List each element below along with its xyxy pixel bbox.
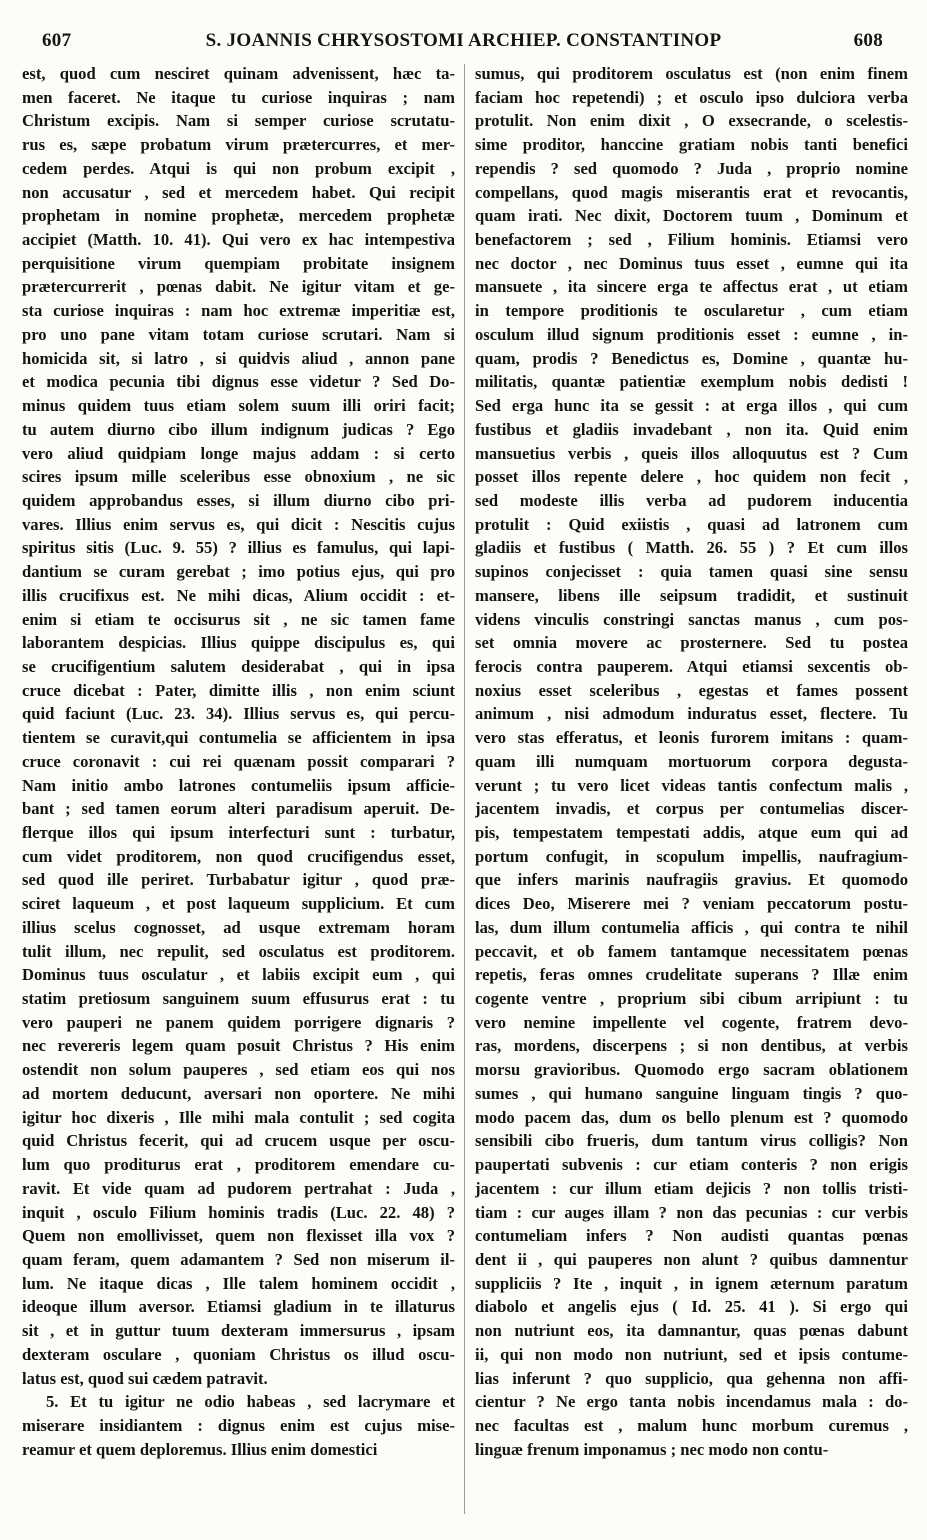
right-column-text-line: ras, mordens, discerpens ; si non dentibus, at verbis <box>475 1036 908 1056</box>
left-column-text-line: cum videt proditorem, non quod crucifigendus esset, <box>22 846 455 866</box>
right-column-text-line: quam illi numquam mortuorum corpora degusta- <box>475 751 908 771</box>
left-column-text-line: tulit illum, nec repulit, sed osculatus est proditorem. <box>22 941 455 961</box>
right-column-text-line: mansere, libens ille seipsum tradidit, et sustinuit <box>475 585 908 605</box>
left-column-text-line: ravit. Et vide quam ad pudorem pertrahat : Juda , <box>22 1178 455 1198</box>
left-column-text-line: enim si etiam te occisurus sit , ne sic tamen fame <box>22 609 455 629</box>
right-column-text-line: vero stas efferatus, et leonis furorem imitans : quam- <box>475 728 908 748</box>
left-column-text-line: statim pretiosum sanguinem suum effusurus erat : tu <box>22 989 455 1009</box>
left-column-text-line: illius scelus cognosset, ad usque extremam horam <box>22 917 455 937</box>
right-column-text-line: sumus, qui proditorem osculatus est (non enim finem <box>475 64 908 83</box>
page-number-left: 607 <box>42 30 72 51</box>
running-header <box>30 30 897 58</box>
left-column-text-line: accipiet (Matth. 10. 41). Qui vero ex hac intempestiva <box>22 230 455 250</box>
right-column-text-line: supinos conjecisset : quia tamen quasi sine sensu <box>475 562 908 582</box>
right-column-text-line: sime proditor, hanccine gratiam nobis tanti benefici <box>475 135 908 155</box>
left-column-text-line: quid Christus fecerit, qui ad crucem usque per oscu- <box>22 1131 455 1151</box>
left-column-text-line: scires ipsum mille sceleribus esse obnoxium , ne sic <box>22 467 455 487</box>
right-column-text-line: dent ii , qui pauperes non alunt ? quibus damnentur <box>475 1249 908 1269</box>
right-column-text-line: linguæ frenum imponamus ; nec modo non contu- <box>475 1439 829 1459</box>
right-column-text-line: Sed erga hunc ita se gessit : at erga illos , qui cum <box>475 396 908 416</box>
right-column-text-line: peccavit, et ob famem tantamque necessitatem pœnas <box>475 941 908 961</box>
right-column-text-line: tiam : cur auges illam ? non das pecunias : cur verbis <box>475 1202 908 1222</box>
right-column-text-line: vero nemine impellente vel cogente, fratrem devo- <box>475 1012 908 1032</box>
running-title: S. JOANNIS CHRYSOSTOMI ARCHIEP. CONSTANTINOP <box>205 30 722 51</box>
left-column-text-line: homicida sit, si latro , si quidvis aliud , annon pane <box>22 348 455 368</box>
left-column-text-line: latus est, quod sui cædem patravit. <box>22 1368 268 1388</box>
left-column-text-line: dexteram osculare , quoniam Christus os illud oscu- <box>22 1344 455 1364</box>
left-column-text-line: non accusatur , sed et mercedem habet. Qui recipit <box>22 182 455 202</box>
left-column-text-line: igitur hoc dixeris , Ille mihi mala contulit ; sed cogita <box>22 1107 455 1127</box>
right-column-text-line: sumes , qui humano sanguine linguam tingis ? quo- <box>475 1083 908 1103</box>
right-column-text-line: noxius esset sceleribus , egestas et fames possent <box>475 680 908 700</box>
left-column-text-line: bant ; sed tamen eorum alteri paradisum aperuit. De- <box>22 799 455 819</box>
left-column-text-line: prophetam in nomine prophetæ, mercedem prophetæ <box>22 206 455 226</box>
left-column-text-line: men faceret. Ne itaque tu curiose inquiras ; nam <box>22 87 455 107</box>
left-column-text-line: flетque illos qui ipsum interfecturi sunt : turbatur, <box>22 823 455 842</box>
page-number-right: 608 <box>853 30 883 51</box>
left-column-text-line: sit , et in guttur tuum dexteram immersurus , ipsam <box>22 1321 455 1341</box>
right-column-text-line: modo pacem das, dum os bello plenum est ? quomodo <box>475 1107 908 1127</box>
left-column-text-line: tu autem diurno cibo illum indignum judicas ? Ego <box>22 419 455 439</box>
right-column-text-line: in tempore proditionis te oscularetur , cum etiam <box>475 301 908 321</box>
right-column-text-line: compellans, quod magis miserantis erat et revocantis, <box>475 182 908 202</box>
left-column-text-line: tientem se curavit,qui contumelia se afficientem in ipsa <box>22 728 455 748</box>
left-column <box>22 62 455 1461</box>
right-column-text-line: mansuetius verbis , queis illos alloquutus est ? Cum <box>475 443 908 463</box>
left-column-text-line: rus es, sæpe probatum virum prætercurres, et mer- <box>22 135 455 155</box>
left-column-text-line: pro uno pane vitam totam curiose scrutari. Nam si <box>22 324 455 344</box>
right-column-text-line: jacentem invadis, et corpus per contumelias discer- <box>475 799 908 819</box>
right-column-text-line: fustibus et gladiis invadebant , non ita. Quid enim <box>475 419 908 439</box>
right-column-text-line: videns vinculis constringi sanctas manus , cum pos- <box>475 609 908 629</box>
right-column-text-line: lias inferunt ? quo supplicio, qua gehenna non affi- <box>475 1368 908 1388</box>
right-column-text-line: ii, qui non modo non nutriunt, sed et ipsis contume- <box>475 1344 908 1364</box>
left-column-text-line: quam feram, quem adamantem ? Sed non miserum il- <box>22 1249 455 1269</box>
right-column <box>475 62 908 1461</box>
left-column-text-line: laborantem despicias. Illius quippe discipulus es, qui <box>22 633 455 653</box>
left-column-text-line: perquisitione virum quempiam probitate insignem <box>22 253 455 273</box>
right-column-text-line: verunt ; tu vero licet videas tantis confectum malis , <box>475 775 908 795</box>
left-column-text-line: miserare insidiantem : dignus enim est cujus mise- <box>22 1415 455 1435</box>
right-column-text-line: animum , nisi admodum induratus esset, flectere. Tu <box>475 704 908 724</box>
right-column-text-line: nec doctor , nec Dominus tuus esset , eumne qui ita <box>475 253 908 273</box>
right-column-text-line: pis, tempestatem tempestati addis, atque eum qui ad <box>475 823 908 842</box>
right-column-text-line: quam, prodis ? Benedictus es, Domine , quantæ hu- <box>475 348 908 368</box>
right-column-text-line: nec facultas est , malum hunc morbum curemus , <box>475 1415 908 1435</box>
right-column-text-line: portum confugit, in scopulum impellis, naufragium- <box>475 846 908 866</box>
left-column-text-line: ostendit non solum pauperes , sed etiam eos qui nos <box>22 1060 455 1080</box>
right-column-text-line: suppliciis ? Ite , inquit , in ignem æternum paratum <box>475 1273 908 1293</box>
right-column-text-line: sensibili cibo frueris, dum tantum virus colligis? Non <box>475 1131 908 1151</box>
left-column-text-line: quid faciunt (Luc. 23. 34). Illius servus es, qui percu- <box>22 704 455 724</box>
left-column-text-line: se crucifigentium salutem desiderabat , qui in ipsa <box>22 656 455 676</box>
right-column-text-line: protulit. Non enim dixit , O exsecrande, o scelestis- <box>475 111 908 131</box>
left-column-text-line: cedem perdes. Atqui is qui non probum excipit , <box>22 158 455 178</box>
left-column-text-line: vero pauperi ne panem quidem porrigere dignaris ? <box>22 1012 455 1032</box>
left-column-text-line: Quem non emollivisset, quem non flexisset illa vox ? <box>22 1226 455 1246</box>
left-column-text-line: nec revereris legem quam posuit Christus ? His enim <box>22 1036 455 1056</box>
right-column-text-line: militatis, quantæ patientiæ exemplum nobis dedisti ! <box>475 372 908 392</box>
left-column-text-line: est, quod cum nesciret quinam advenissent, hæc ta- <box>22 64 455 83</box>
right-column-text-line: gladiis et fustibus ( Matth. 26. 55 ) ? Et cum illos <box>475 538 908 558</box>
right-column-text-line: dices Deo, Miserere mei ? veniam peccatorum postu- <box>475 894 908 914</box>
right-column-text-line: sed modeste illis verba ad pudorem inducentia <box>475 490 908 510</box>
left-column-text-line: sed quod ille periret. Turbabatur igitur , quod præ- <box>22 870 455 890</box>
right-column-text-line: paupertati subvenis : cur etiam conteris ? non erigis <box>475 1155 908 1175</box>
right-column-text-line: diabolo et angelis ejus ( Id. 25. 41 ). Si ergo qui <box>475 1297 908 1317</box>
left-column-text-line: minus quidem tuus etiam solem suum illi oriri facit; <box>22 396 455 416</box>
right-column-text-line: jacentem : cur illum etiam dejicis ? non tollis tristi- <box>475 1178 908 1198</box>
right-column-text-line: las, dum illum contumelia afficis , qui contra te nihil <box>475 917 908 937</box>
left-column-text-line: et modica pecunia tibi dignus esse videtur ? Sed Do- <box>22 372 455 392</box>
left-column-text-line: 5. Et tu igitur ne odio habeas , sed lacrymare et <box>46 1392 455 1412</box>
left-column-text-line: sta curiose inquiras : nam hoc extremæ imperitiæ est, <box>22 301 455 321</box>
right-column-text-line: cientur ? Ne ergo tanta nobis incendamus mala : do- <box>475 1392 908 1412</box>
right-column-text-line: ferocis contra pauperem. Atqui etiamsi sexcentis ob- <box>475 656 908 676</box>
right-column-text-line: non nutriunt eos, ita damnantur, quas pœnas dabunt <box>475 1321 908 1341</box>
right-column-text-line: quam irati. Nec dixit, Doctorem tuum , Dominum et <box>475 206 908 226</box>
left-column-text-line: prætercurrerit , pœnas dabit. Ne igitur vitam et ge- <box>22 277 455 297</box>
left-column-text-line: vares. Illius enim servus es, qui dicit : Nescitis cujus <box>22 514 455 534</box>
left-column-text-line: dantium se curam gerebat ; imo potius ejus, qui pro <box>22 562 455 582</box>
right-column-text-line: benefactorem ; sed , Filium hominis. Etiamsi vero <box>475 230 908 250</box>
right-column-text-line: set omnia movere ac prosternere. Sed tu postea <box>475 633 908 653</box>
left-column-text-line: inquit , osculo Filium hominis tradis (Luc. 22. 48) ? <box>22 1202 455 1222</box>
right-column-text-line: osculum illud signum proditionis esset : eumne , in- <box>475 324 908 344</box>
left-column-text-line: Christum excipis. Nam si semper curiose scrutatu- <box>22 111 455 131</box>
column-divider <box>464 64 465 1514</box>
left-column-text-line: illis crucifixus est. Ne mihi dicas, Alium occidit : et- <box>22 585 455 605</box>
left-column-text-line: spiritus sitis (Luc. 9. 55) ? illius es famulus, qui lapi- <box>22 538 455 558</box>
right-column-text-line: morsu gravioribus. Quomodo ergo sacram oblationem <box>475 1060 908 1080</box>
left-column-text-line: Nam initio ambo latrones contumeliis ipsum afficie- <box>22 775 455 795</box>
right-column-text-line: posset illos repente delere , hoc quidem non fecit , <box>475 467 908 487</box>
right-column-text-line: que infers marinis naufragiis gravius. Et quomodo <box>475 870 908 890</box>
left-column-text-line: ad mortem deducunt, aversari non oportere. Ne mihi <box>22 1083 455 1103</box>
right-column-text-line: protulit : Quid exiistis , quasi ad latronem cum <box>475 514 908 534</box>
right-column-text-line: mansuete , ita sincere erga te affectus erat , ut etiam <box>475 277 908 297</box>
right-column-text-line: faciam hoc repetendi) ; et osculo ipso dulciora verba <box>475 87 908 107</box>
right-column-text-line: cogente ventre , proprium sibi cibum arripiunt : tu <box>475 989 908 1009</box>
left-column-text-line: lum quo proditurus erat , proditorem emendare cu- <box>22 1155 455 1175</box>
left-column-text-line: sciret laqueum , et post laqueum supplicium. Et cum <box>22 894 455 914</box>
right-column-text-line: contumeliam infers ? Non audisti quantas pœnas <box>475 1226 908 1246</box>
left-column-text-line: quidem approbandus esses, si illum diurno cibo pri- <box>22 490 455 510</box>
left-column-text-line: reamur et quem deploremus. Illius enim domestici <box>22 1439 378 1459</box>
right-column-text-line: repetis, feras omnes crudelitate superans ? Illæ enim <box>475 965 908 985</box>
right-column-text-line: rependis ? sed quomodo ? Juda , proprio nomine <box>475 158 908 178</box>
left-column-text-line: Dominus tuus osculatur , et labiis excipit eum , qui <box>22 965 455 985</box>
left-column-text-line: cruce dicebat : Pater, dimitte illis , non enim sciunt <box>22 680 455 700</box>
left-column-text-line: lum. Ne itaque dicas , Ille talem hominem occidit , <box>22 1273 455 1293</box>
left-column-text-line: ideoque illum aversor. Etiamsi gladium in te illaturus <box>22 1297 455 1317</box>
left-column-text-line: vero aliud quidpiam longe majus addam : si certo <box>22 443 455 463</box>
left-column-text-line: cruce coronavit : cui rei quænam possit comparari ? <box>22 751 455 771</box>
